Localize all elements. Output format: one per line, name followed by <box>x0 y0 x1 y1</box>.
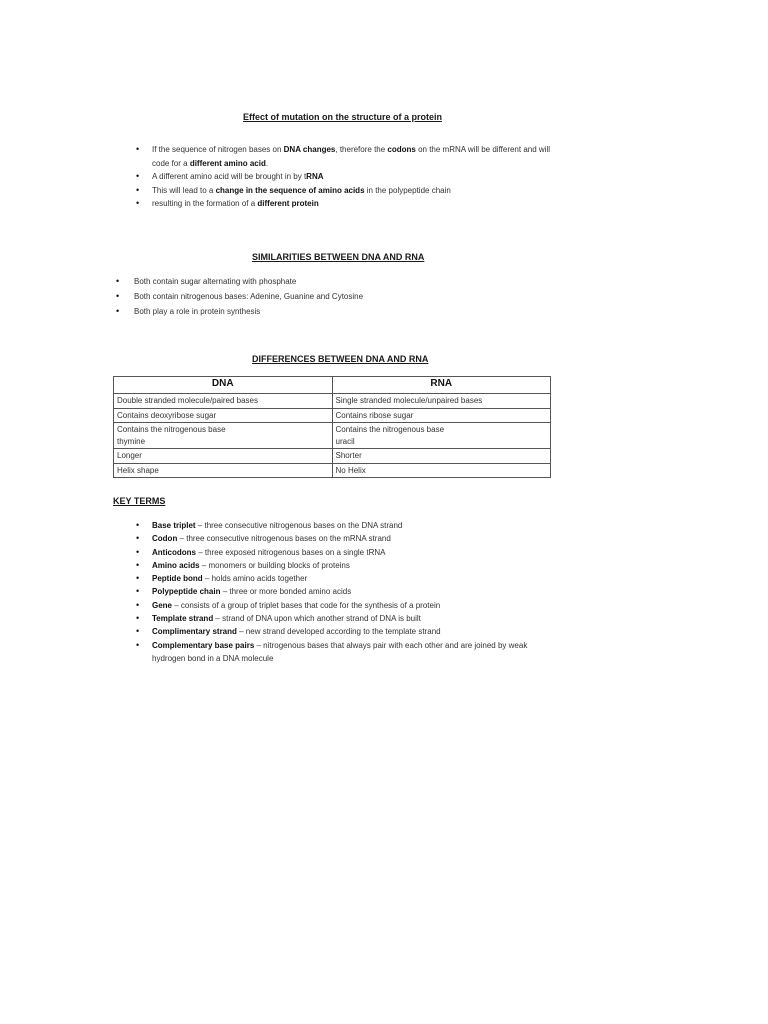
key-term-definition: – nitrogenous bases that always pair with each other and are joined by weak hydrogen bond in a DNA molecule <box>152 640 528 663</box>
key-term-definition: – holds amino acids together <box>202 574 308 584</box>
list-item <box>134 625 554 638</box>
list-item <box>134 170 554 184</box>
key-terms-bullet-list <box>134 519 554 665</box>
list-item: • Both contain sugar alternating with phosphate <box>116 274 536 289</box>
cell-line: uracil <box>335 436 355 446</box>
text-segment: A different amino acid will be brought in by t <box>152 172 307 181</box>
key-term: Base triplet <box>152 521 196 530</box>
list-item <box>134 559 554 572</box>
cell-line: Contains deoxyribose sugar <box>117 410 217 420</box>
key-term-definition: – three exposed nitrogenous bases on a single tRNA <box>196 547 386 557</box>
table-row <box>114 423 551 449</box>
list-item <box>134 519 554 532</box>
dna-cell <box>114 463 333 478</box>
list-item <box>134 546 554 559</box>
mutation-bullet-list <box>134 143 554 211</box>
text-segment: This will lead to a <box>152 185 216 195</box>
list-item <box>134 612 554 625</box>
text-segment: resulting in the formation of a <box>152 199 258 208</box>
key-term-definition: – strand of DNA upon which another strand of DNA is built <box>213 614 421 624</box>
dna-cell <box>114 423 333 449</box>
key-term-definition: – monomers or building blocks of proteins <box>199 560 350 570</box>
rna-cell <box>332 408 551 423</box>
key-term: Peptide bond <box>152 574 203 584</box>
list-item <box>134 197 554 211</box>
cell-line: Single stranded molecule/unpaired bases <box>335 396 483 405</box>
rna-cell <box>332 449 551 464</box>
bold-term: RNA <box>306 172 324 181</box>
list-item: • Both contain nitrogenous bases: Adenine, Guanine and Cytosine <box>116 289 536 304</box>
key-term-definition: – three consecutive nitrogenous bases on the mRNA strand <box>177 534 391 544</box>
key-term: Complementary base pairs <box>152 640 255 650</box>
bold-term: codons <box>387 145 416 154</box>
cell-line: Contains the nitrogenous base <box>335 425 445 434</box>
differences-table <box>113 376 551 478</box>
cell-line: thymine <box>117 436 146 446</box>
cell-line: Shorter <box>335 451 362 460</box>
key-term: Gene <box>152 600 173 610</box>
bold-term: different amino acid <box>189 158 266 168</box>
list-item <box>134 184 554 198</box>
cell-line: Double stranded molecule/paired bases <box>117 396 258 405</box>
cell-line: Helix shape <box>117 465 159 475</box>
key-term: Codon <box>152 534 178 544</box>
table-row <box>114 394 551 409</box>
bold-term: change in the sequence of amino acids <box>215 185 365 195</box>
key-term-definition: – new strand developed according to the template strand <box>236 627 441 637</box>
list-item <box>134 585 554 598</box>
key-term: Anticodons <box>152 547 196 557</box>
table-row <box>114 408 551 423</box>
mutation-heading: Effect of mutation on the structure of a protein <box>243 112 443 122</box>
table-row <box>114 449 551 464</box>
list-item: • Both play a role in protein synthesis <box>116 304 536 319</box>
dna-cell <box>114 449 333 464</box>
list-item <box>134 639 554 666</box>
text-segment: on the mRNA will be different and will code for a <box>152 145 550 168</box>
text-segment: . <box>265 158 269 168</box>
list-item <box>134 599 554 612</box>
list-item <box>134 143 554 170</box>
key-term: Polypeptide chain <box>152 587 221 597</box>
dna-cell <box>114 394 333 409</box>
rna-column-header: RNA <box>332 377 551 394</box>
cell-line: No Helix <box>335 465 366 475</box>
key-term: Complimentary strand <box>152 627 237 637</box>
dna-column-header: DNA <box>114 377 333 394</box>
rna-cell <box>332 394 551 409</box>
bold-term: DNA changes <box>283 145 336 154</box>
text-segment: If the sequence of nitrogen bases on <box>152 145 284 154</box>
list-item <box>134 532 554 545</box>
cell-line: Longer <box>117 451 142 460</box>
similarities-bullet-list <box>116 274 536 319</box>
dna-cell <box>114 408 333 423</box>
cell-line: Contains ribose sugar <box>335 410 414 420</box>
differences-table-body <box>114 394 551 478</box>
key-term-definition: – three or more bonded amino acids <box>220 587 352 597</box>
key-term-definition: – three consecutive nitrogenous bases on the DNA strand <box>195 521 403 530</box>
key-term: Template strand <box>152 614 214 624</box>
table-row <box>114 463 551 478</box>
rna-cell <box>332 423 551 449</box>
text-segment: , therefore the <box>335 145 388 154</box>
similarities-heading: SIMILARITIES BETWEEN DNA AND RNA <box>252 252 425 262</box>
rna-cell <box>332 463 551 478</box>
table-header-row <box>114 377 551 394</box>
differences-heading: DIFFERENCES BETWEEN DNA AND RNA <box>252 354 429 364</box>
key-term-definition: – consists of a group of triplet bases that code for the synthesis of a protein <box>172 600 441 610</box>
bold-term: different protein <box>257 199 319 208</box>
cell-line: Contains the nitrogenous base <box>117 425 226 434</box>
key-terms-heading: KEY TERMS <box>113 496 166 506</box>
list-item <box>134 572 554 585</box>
key-term: Amino acids <box>152 560 200 570</box>
text-segment: in the polypeptide chain <box>364 185 451 195</box>
